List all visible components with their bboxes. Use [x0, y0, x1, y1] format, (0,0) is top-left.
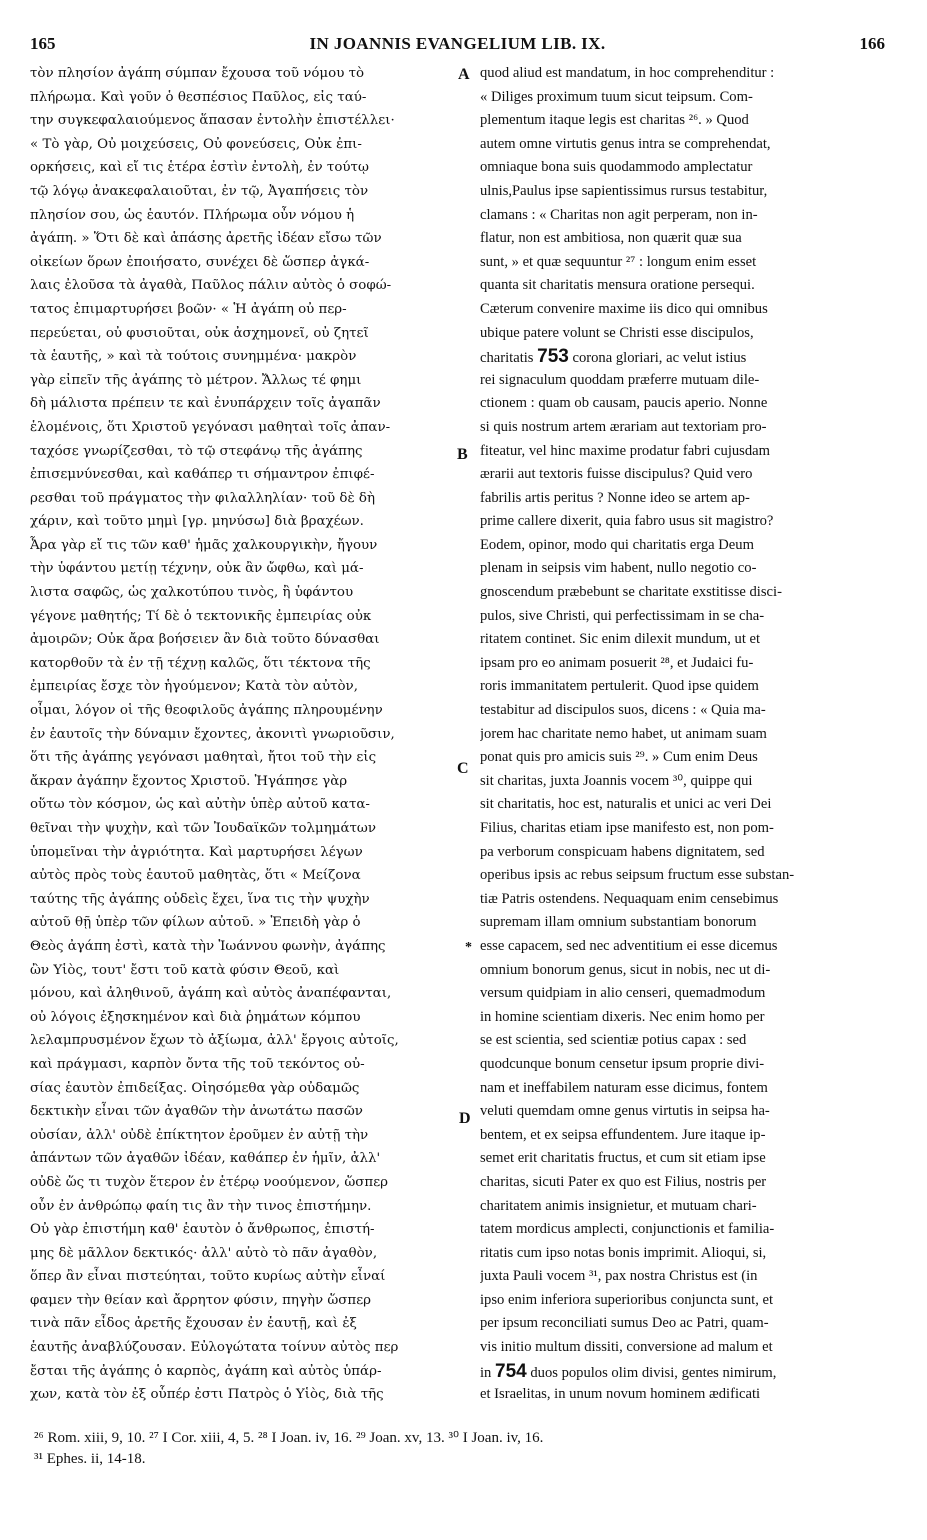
latin-text-line: tatem mordicus amplecti, conjunctionis et familia-: [480, 1221, 775, 1238]
greek-text-line: ἁπάντων τῶν ἀγαθῶν ἰδέαν, καθάπερ ἐν ἡμῖν, ἀλλ': [30, 1151, 381, 1167]
greek-text-line: χάριν, καὶ τοῦτο μημὶ [γρ. μηνύσω] διὰ βραχέων.: [30, 514, 364, 530]
greek-text-line: λαις ἐλοῦσα τὰ ἀγαθὰ, Παῦλος πάλιν αὐτὸς ὁ σοφώ-: [30, 278, 392, 294]
footnote-line: ³¹ Ephes. ii, 14-18.: [34, 1451, 146, 1467]
latin-text-line: jorem hac charitate nemo habet, ut animam suam: [480, 725, 767, 742]
latin-text-line: « Diliges proximum tuum sicut teipsum. Com-: [480, 88, 753, 105]
greek-text-line: ἐν ἑαυτοῖς τὴν δύναμιν ἔχοντες, ἀκονιτὶ γνωριοῦσιν,: [30, 726, 395, 742]
greek-text-line: ρεσθαι τοῦ πράγματος τὴν φιλαλληλίαν· τοῦ δὲ δὴ: [30, 490, 375, 506]
greek-text-line: ορκήσεις, καὶ εἴ τις ἑτέρα ἐστὶν ἐντολὴ, ἐν τούτῳ: [30, 160, 369, 176]
latin-text-line: fabrilis artis peritus ? Nonne ideo se artem ap-: [480, 489, 750, 506]
greek-text-line: οἶμαι, λόγον οἱ τῆς θεοφιλοῦς ἀγάπης πληρουμένην: [30, 703, 383, 719]
greek-text-line: τὴν ὑφάντου μετίῃ τέχνην, οὐκ ἂν ὤφθω, καὶ μά-: [30, 561, 364, 577]
greek-text-line: οὐδὲ ὥς τι τυχὸν ἕτερον ἐν ἑτέρῳ νοούμενον, ὥσπερ: [30, 1174, 389, 1190]
latin-text-line: vis initio multum dissiti, conversione ad malum et: [480, 1339, 773, 1356]
greek-text-line: αὐτὸς πρὸς τοὺς ἑαυτοῦ μαθητὰς, ὅτι « Μείζονα: [30, 868, 361, 884]
latin-text-line: sit charitas, juxta Joannis vocem ³⁰, quippe qui: [480, 772, 753, 789]
latin-text-line: versum quidpiam in alio censeri, quemadmodum: [480, 985, 766, 1002]
latin-text-line: juxta Pauli vocem ³¹, pax nostra Christus est (in: [480, 1268, 758, 1285]
margin-letter-b: B: [457, 446, 468, 463]
latin-text-line: in 754 duos populos olim divisi, gentes nimirum,: [480, 1360, 777, 1382]
latin-text-line: esse capacem, sed nec adventitium ei esse dicemus: [480, 937, 778, 954]
latin-text-line: veluti quemdam omne genus virtutis in seipsa ha-: [480, 1103, 770, 1120]
latin-text-line: ubique patere volunt se Christi esse discipulos,: [480, 324, 754, 341]
greek-text-line: δεκτικὴν εἶναι τῶν ἀγαθῶν τὴν ἀνωτάτω πασῶν: [30, 1104, 363, 1120]
greek-text-line: τῷ λόγῳ ἀνακεφαλαιοῦται, ἐν τῷ, Ἀγαπήσεις τὸν: [30, 183, 369, 199]
footnote-line: ²⁶ Rom. xiii, 9, 10. ²⁷ I Cor. xiii, 4, 5. ²⁸ I Joan. iv, 16. ²⁹ Joan. xv, 13. ³⁰ I Joan. iv, 16.: [34, 1430, 544, 1446]
greek-text-line: λιστα σαφῶς, ὡς χαλκοτύπου τινὸς, ἢ ὑφάντου: [30, 585, 354, 601]
greek-text-line: πλήρωμα. Καὶ γοῦν ὁ θεσπέσιος Παῦλος, εἰς ταύ-: [30, 89, 367, 105]
latin-text-line: testabitur ad discipulos suos, dicens : « Quia ma-: [480, 702, 766, 719]
greek-text-line: την συγκεφαλαιούμενος ἅπασαν ἐντολὴν ἐπιστέλλει·: [30, 113, 395, 129]
latin-text-line: bentem, et ex seipsa effundentem. Jure itaque ip-: [480, 1126, 766, 1143]
latin-text-line: omnium bonorum genus, sicut in nobis, nec ut di-: [480, 961, 771, 978]
latin-text-line: clamans : « Charitas non agit perperam, non in-: [480, 206, 758, 223]
latin-text-line: supremam illam omnium substantiam bonorum: [480, 914, 757, 931]
greek-text-line: οὐσίαν, ἀλλ' οὐδὲ ἐπίκτητον ἐροῦμεν ἐν αὐτῇ τὴν: [30, 1127, 369, 1143]
greek-text-line: οὐ λόγοις ἐξησκημένον καὶ διὰ ῥημάτων κόμπου: [30, 1009, 361, 1025]
greek-text-line: δὴ μάλιστα πρέπειν τε καὶ ἐνυπάρχειν τοῖς ἀγαπᾶν: [30, 396, 381, 412]
greek-text-line: πλησίον σου, ὡς ἑαυτόν. Πλήρωμα οὖν νόμου ἡ: [30, 207, 355, 223]
greek-text-line: περεύεται, οὐ φυσιοῦται, οὐκ ἀσχημονεῖ, οὐ ζητεῖ: [30, 325, 369, 341]
page-number-left: 165: [30, 34, 56, 53]
greek-text-line: θεῖναι τὴν ψυχὴν, καὶ τῶν Ἰουδαϊκῶν τολμημάτων: [30, 821, 376, 836]
greek-text-line: ἐμπειρίας ἔσχε τὸν ἡγούμενον; Κατὰ τὸν αὐτὸν,: [30, 679, 358, 695]
latin-text-line: charitas, sicuti Pater ex quo est Filius, nostris per: [480, 1173, 767, 1190]
margin-letter-d: D: [459, 1110, 471, 1127]
latin-text-line: pa verborum conspicuam habens dignitatem, sed: [480, 843, 765, 860]
latin-text-line: pulos, sive Christi, qui perfectissimam in se cha-: [480, 607, 765, 624]
greek-column: [30, 62, 460, 1407]
latin-text-line: Eodem, opinor, modo qui charitatis erga Deum: [480, 536, 754, 553]
latin-text-line: prime callere dixerit, quia fabro usus sit magistro?: [480, 513, 774, 530]
greek-text-line: οἰκείων ὅρων ἐποιήσατο, συνέχει δὲ ὥσπερ ἀγκά-: [30, 254, 370, 270]
latin-text-line: operibus ipsis ac rebus seipsum fructum esse substan-: [480, 867, 795, 884]
greek-text-line: ἀμοιρῶν; Οὐκ ἄρα βοήσειεν ἂν διὰ τοῦτο δύνασθαι: [30, 632, 380, 648]
greek-text-line: τινὰ πᾶν εἶδος ἀρετῆς ἔχουσαν ἐν ἑαυτῇ, καὶ ἐξ: [30, 1316, 357, 1332]
latin-text-line: quanta sit charitatis mensura oratione persequi.: [480, 277, 755, 294]
greek-text-line: αὐτοῦ θῇ ὑπὲρ τῶν φίλων αὐτοῦ. » Ἐπειδὴ γὰρ ὁ: [30, 915, 361, 931]
greek-text-line: Οὐ γὰρ ἐπιστήμη καθ' ἑαυτὸν ὁ ἄνθρωπος, ἐπιστή-: [30, 1222, 375, 1238]
footnotes: [34, 1428, 894, 1470]
greek-text-line: γὰρ εἰπεῖν τῆς ἀγάπης τὸ μέτρον. Ἄλλως τέ φημι: [30, 372, 362, 388]
latin-text-line: quod aliud est mandatum, in hoc comprehenditur :: [480, 65, 775, 81]
greek-text-line: γέγονε μαθητής; Τί δὲ ὁ τεκτονικῆς ἐμπειρίας οὐκ: [30, 608, 372, 624]
column-number: 754: [495, 1360, 527, 1382]
running-title: IN JOANNIS EVANGELIUM LIB. IX.: [309, 34, 606, 53]
greek-text-line: ὅπερ ἂν εἶναι πιστεύηται, τοῦτο κυρίως αὐτὴν εἶναί: [30, 1269, 386, 1285]
column-number: 753: [537, 346, 569, 368]
latin-text-line: nam et ineffabilem naturam esse dicimus, fontem: [480, 1079, 768, 1096]
greek-text-line: τὰ ἑαυτῆς, » καὶ τὰ τούτοις συνημμένα· μακρὸν: [30, 349, 357, 365]
margin-letter-a: A: [458, 66, 470, 83]
latin-text-line: semet erit charitatis fructus, et cum sit etiam ipse: [480, 1150, 766, 1167]
latin-text-line: Filius, charitas etiam ipse manifesto est, non pom-: [480, 820, 774, 836]
latin-text-line: ærarii aut textoris fuisse discipulus? Quid vero: [480, 466, 753, 483]
greek-text-line: Ἆρα γὰρ εἴ τις τῶν καθ' ἡμᾶς χαλκουργικὴν, ἤγουν: [30, 537, 378, 553]
margin-asterisk: *: [465, 940, 472, 955]
latin-text-line: ctionem : quam ob causam, paucis aperio. Nonne: [480, 395, 768, 412]
latin-text-line: ritatis cum ipso notas bonis imprimit. Alioqui, si,: [480, 1244, 767, 1261]
latin-text-line: gnoscendum præbebunt se charitate exstitisse disci-: [480, 584, 782, 601]
greek-text-line: οὕτω τὸν κόσμον, ὡς καὶ αὐτὴν ὑπὲρ αὐτοῦ κατα-: [30, 797, 370, 813]
latin-text-line: sunt, » et quæ sequuntur ²⁷ : longum enim esset: [480, 253, 757, 270]
greek-text-line: ἀγάπη. » Ὅτι δὲ καὶ ἁπάσης ἀρετῆς ἰδέαν εἴσω τῶν: [30, 231, 382, 247]
greek-text-line: κατορθοῦν τὰ ἐν τῇ τέχνῃ καλῶς, ὅτι τέκτονα τῆς: [30, 655, 371, 671]
greek-text-line: ταχόσε γνωρίζεσθαι, τὸ τῷ στεφάνῳ τῆς ἀγάπης: [30, 443, 363, 459]
latin-text-line: charitatem animis insignietur, et mutuam chari-: [480, 1197, 757, 1214]
latin-text-line: plenam in seipsis vim habent, nullo negotio co-: [480, 560, 757, 577]
latin-text-line: se est scientia, sed scientiæ potius capax : sed: [480, 1032, 747, 1049]
latin-text-line: et Israelitas, in unum novum hominem ædificati: [480, 1386, 761, 1403]
latin-text-line: ipsam pro eo animam posuerit ²⁸, et Judaici fu-: [480, 654, 754, 671]
latin-text-line: fiteatur, vel hinc maxime prodatur fabri cujusdam: [480, 442, 770, 459]
latin-text-line: in homine scientiam dixeris. Nec enim homo per: [480, 1008, 765, 1025]
latin-text-line: rei signaculum quoddam præferre mutuam dile-: [480, 371, 760, 388]
page-number-right: 166: [859, 34, 885, 53]
latin-text-line: quodcunque bonum censetur ipsum proprie divi-: [480, 1055, 765, 1072]
greek-text-line: καὶ πράγμασι, καρπὸν ὄντα τῆς τοῦ τεκόντος οὐ-: [30, 1056, 365, 1072]
latin-text-line: sit charitatis, hoc est, naturalis et unici ac veri Dei: [480, 796, 772, 813]
latin-text-line: roris immanitatem pertulerit. Quod ipse quidem: [480, 678, 759, 695]
greek-text-line: σίας ἑαυτὸν ἐπιδείξας. Οἰησόμεθα γὰρ οὐδαμῶς: [30, 1080, 360, 1096]
greek-text-line: τὸν πλησίον ἀγάπη σύμπαν ἔχουσα τοῦ νόμου τὸ: [30, 66, 365, 81]
greek-text-line: μης δὲ μᾶλλον δεκτικός· ἀλλ' αὐτὸ τὸ πᾶν ἀγαθὸν,: [30, 1245, 378, 1261]
greek-text-line: Θεὸς ἀγάπη ἐστὶ, κατὰ τὴν Ἰωάννου φωνὴν, ἀγάπης: [30, 938, 386, 954]
margin-letter-c: C: [457, 760, 469, 777]
greek-text-line: ἑαυτῆς ἀναβλύζουσαν. Εὐλογώτατα τοίνυν αὐτὸς περ: [30, 1340, 399, 1356]
greek-text-line: ἑλομένοις, ὅτι Χριστοῦ γεγόνασι μαθηταὶ τοῖς ἀπαν-: [30, 419, 391, 435]
latin-text-line: autem omne virtutis genus intra se comprehendat,: [480, 135, 771, 152]
latin-text-line: tiæ Patris ostendens. Nequaquam enim censebimus: [480, 890, 779, 907]
greek-text-line: ἄκραν ἀγάπην ἔχοντος Χριστοῦ. Ἠγάπησε γὰρ: [30, 773, 348, 789]
greek-text-line: φαμεν τὴν θείαν καὶ ἄρρητον φύσιν, πηγὴν ὥσπερ: [30, 1292, 372, 1308]
greek-text-line: οὖν ἐν ἀνθρώπῳ φαίη τις ἂν τὴν τινος ἐπιστήμην.: [30, 1198, 372, 1214]
greek-text-line: τατος ἐπιμαρτυρήσει βοῶν· « Ἡ ἀγάπη οὐ περ-: [30, 301, 347, 317]
greek-text-line: λελαμπρυσμένον ἔχων τὸ ἀξίωμα, ἀλλ' ἔργοις αὐτοῖς,: [30, 1033, 399, 1049]
greek-text-line: ἐπισεμνύνεσθαι, καὶ καθάπερ τι σήμαντρον ἐπιφέ-: [30, 467, 375, 483]
latin-text-line: Cæterum convenire maxime iis dico qui omnibus: [480, 300, 768, 317]
latin-text-line: ponat quis pro amicis suis ²⁹. » Cum enim Deus: [480, 749, 758, 766]
latin-text-line: ulnis,Paulus ipse sapientissimus rursus testabitur,: [480, 182, 768, 199]
greek-text-line: χων, κατὰ τὸν ἐξ οὗπέρ ἐστι Πατρὸς ὁ Υἱὸς, διὰ τῆς: [30, 1387, 384, 1403]
latin-text-line: ritatem continet. Sic enim dilexit mundum, ut et: [480, 631, 761, 648]
latin-text-line: plementum itaque legis est charitas ²⁶. » Quod: [480, 112, 749, 129]
latin-text-line: ipso enim inferiora superioribus conjuncta sunt, et: [480, 1291, 774, 1308]
greek-text-line: ὑπομεῖναι τὴν ἀγριότητα. Καὶ μαρτυρήσει λέγων: [30, 844, 363, 860]
greek-text-line: ὅτι τῆς ἀγάπης γεγόνασι μαθηταὶ, ἤτοι τοῦ τὴν εἰς: [30, 750, 377, 766]
latin-text-line: charitatis 753 corona gloriari, ac velut istius: [480, 346, 747, 368]
latin-text-line: per ipsum reconciliati sumus Deo ac Patri, quam-: [480, 1315, 769, 1332]
greek-text-line: « Τὸ γὰρ, Οὐ μοιχεύσεις, Οὐ φονεύσεις, Οὐκ ἐπι-: [30, 136, 362, 152]
latin-text-line: si quis nostrum artem ærariam aut textoriam pro-: [480, 418, 767, 435]
greek-text-line: μόνου, καὶ ἀληθινοῦ, ἀγάπη καὶ αὐτὸς ἀναπέφανται,: [30, 986, 392, 1002]
latin-text-line: omniaque bona suis quodammodo amplectatur: [480, 159, 753, 176]
greek-text-line: ταύτης τῆς ἀγάπης οὐδεὶς ἔχει, ἵνα τις τὴν ψυχὴν: [30, 891, 370, 907]
greek-text-line: ἔσται τῆς ἀγάπης ὁ καρπὸς, ἀγάπη καὶ αὐτὸς ὑπάρ-: [30, 1363, 382, 1379]
running-header: [30, 34, 885, 58]
greek-text-line: ὢν Υἱὸς, τουτ' ἔστι τοῦ κατὰ φύσιν Θεοῦ, καὶ: [30, 962, 340, 978]
latin-text-line: flatur, non est ambitiosa, non quærit quæ sua: [480, 230, 742, 247]
latin-column: [480, 62, 890, 1407]
